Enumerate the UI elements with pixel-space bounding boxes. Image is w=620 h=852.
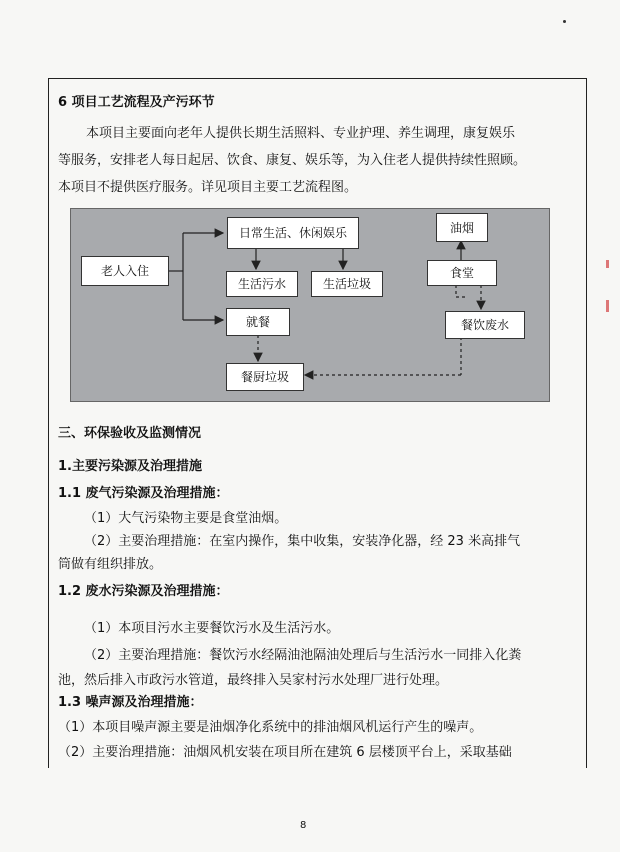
- paragraph-line: （1）本项目污水主要餐饮污水及生活污水。: [84, 621, 340, 636]
- table-border-left: [48, 78, 49, 768]
- paragraph-line: 筒做有组织排放。: [58, 557, 163, 572]
- flow-node-canteen-wastewater: 餐饮废水: [445, 311, 525, 339]
- flow-node-fume: 油烟: [436, 213, 488, 242]
- paragraph-line: 本项目主要面向老年人提供长期生活照料、专业护理、养生调理，康复娱乐: [86, 126, 516, 141]
- flow-node-kitchen-waste: 餐厨垃圾: [226, 363, 304, 391]
- flow-node-dining: 就餐: [226, 308, 290, 336]
- subsection-heading: 1.主要污染源及治理措施: [58, 459, 202, 474]
- subsection-heading: 1.3 噪声源及治理措施：: [58, 695, 203, 710]
- page-number: 8: [300, 820, 307, 831]
- scan-red-mark: [606, 260, 609, 268]
- process-flow-diagram: [70, 208, 550, 402]
- flow-node-canteen: 食堂: [427, 260, 497, 286]
- flow-node-garbage: 生活垃圾: [311, 271, 383, 297]
- paragraph-line: （1）本项目噪声源主要是油烟净化系统中的排油烟风机运行产生的噪声。: [58, 720, 483, 735]
- paragraph-line: 等服务，安排老人每日起居、饮食、康复、娱乐等，为入住老人提供持续性照顾。: [58, 153, 527, 168]
- paragraph-line: 本项目不提供医疗服务。详见项目主要工艺流程图。: [58, 180, 358, 195]
- paragraph-line: （2）主要治理措施：在室内操作，集中收集，安装净化器，经 23 米高排气: [84, 534, 521, 549]
- paragraph-line: （2）主要治理措施：油烟风机安装在项目所在建筑 6 层楼顶平台上，采取基础: [58, 745, 512, 760]
- paragraph-line: （1）大气污染物主要是食堂油烟。: [84, 511, 288, 526]
- table-border-right: [586, 78, 587, 768]
- scan-red-mark: [606, 300, 609, 312]
- flow-node-daily-life: 日常生活、休闲娱乐: [227, 217, 359, 249]
- subsection-heading: 1.2 废水污染源及治理措施：: [58, 584, 229, 599]
- flow-node-sewage: 生活污水: [226, 271, 298, 297]
- paragraph-line: （2）主要治理措施：餐饮污水经隔油池隔油处理后与生活污水一同排入化粪: [84, 648, 522, 663]
- table-border-top: [48, 78, 586, 79]
- paragraph-line: 池，然后排入市政污水管道，最终排入吴家村污水处理厂进行处理。: [58, 673, 449, 688]
- flow-node-elder-in: 老人入住: [81, 256, 169, 286]
- subsection-heading: 1.1 废气污染源及治理措施：: [58, 486, 229, 501]
- section-heading: 三、环保验收及监测情况: [58, 426, 202, 441]
- section-heading: 6 项目工艺流程及产污环节: [58, 95, 215, 110]
- scan-dot: [563, 20, 566, 23]
